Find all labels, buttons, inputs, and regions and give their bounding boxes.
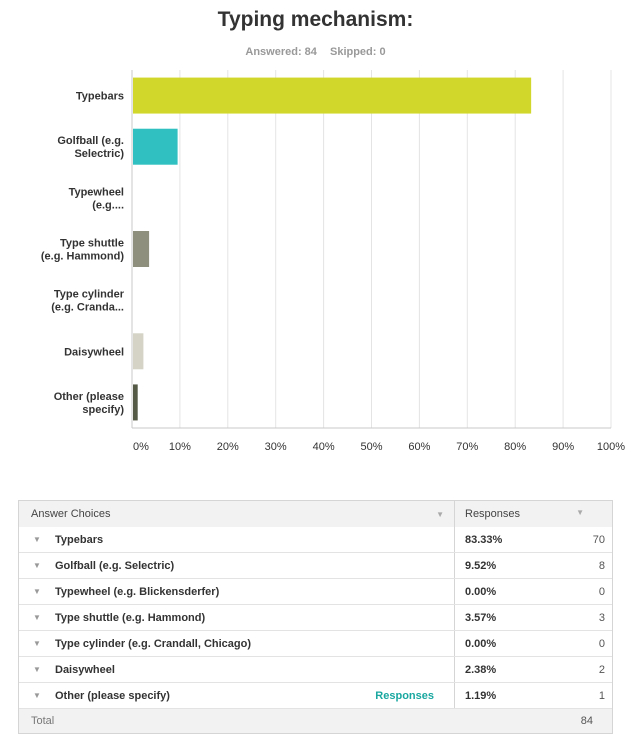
answer-choice-label: Type shuttle (e.g. Hammond) xyxy=(55,611,206,624)
category-label: Type shuttle (e.g. Hammond) xyxy=(40,237,124,263)
answer-choice-label: Other (please specify) xyxy=(55,689,170,702)
tick-label: 20% xyxy=(216,441,239,453)
category-label: Typebars xyxy=(75,90,124,103)
answer-choice-label: Typewheel (e.g. Blickensderfer) xyxy=(55,585,220,598)
bar-chart xyxy=(0,70,631,465)
bar[interactable] xyxy=(133,78,531,114)
response-count: 3 xyxy=(598,611,605,624)
response-stats xyxy=(0,46,631,58)
tick-label: 0% xyxy=(133,441,149,453)
tick-label: 90% xyxy=(552,441,575,453)
category-label: Golfball (e.g. Selectric) xyxy=(57,135,124,161)
total-value: 84 xyxy=(580,715,593,727)
response-percent: 2.38% xyxy=(465,663,497,676)
expand-row-icon[interactable]: ▼ xyxy=(33,587,41,596)
answer-choices-header[interactable]: Answer Choices ▼ xyxy=(19,501,455,527)
answer-choice-label: Daisywheel xyxy=(55,663,115,676)
expand-row-icon[interactable]: ▼ xyxy=(33,691,41,700)
tick-label: 40% xyxy=(312,441,335,453)
answer-choice-label: Typebars xyxy=(55,533,104,546)
table-header xyxy=(19,501,612,527)
table-row xyxy=(19,578,612,604)
sort-down-icon[interactable]: ▼ xyxy=(436,509,444,519)
table-row xyxy=(19,604,612,630)
tick-label: 70% xyxy=(456,441,479,453)
tick-label: 100% xyxy=(596,441,626,453)
response-count: 1 xyxy=(598,689,605,702)
sort-down-icon[interactable]: ▼ xyxy=(576,508,584,517)
category-label: Typewheel (e.g.... xyxy=(68,186,124,212)
response-percent: 0.00% xyxy=(465,637,497,650)
category-label: Type cylinder (e.g. Cranda... xyxy=(51,288,124,314)
bar[interactable] xyxy=(133,129,178,165)
expand-row-icon[interactable]: ▼ xyxy=(33,613,41,622)
answer-choice-label: Golfball (e.g. Selectric) xyxy=(55,559,175,572)
tick-label: 50% xyxy=(360,441,383,453)
total-label: Total xyxy=(31,715,55,727)
tick-label: 60% xyxy=(408,441,431,453)
bar[interactable] xyxy=(133,384,138,420)
response-percent: 9.52% xyxy=(465,559,497,572)
expand-row-icon[interactable]: ▼ xyxy=(33,639,41,648)
response-percent: 0.00% xyxy=(465,585,497,598)
answered-count: Answered: 84 xyxy=(245,46,317,58)
category-label: Other (please specify) xyxy=(53,390,124,416)
expand-row-icon[interactable]: ▼ xyxy=(33,665,41,674)
response-percent: 3.57% xyxy=(465,611,497,624)
bar[interactable] xyxy=(133,231,149,267)
answer-choice-label: Type cylinder (e.g. Crandall, Chicago) xyxy=(55,637,252,650)
response-percent: 83.33% xyxy=(465,533,503,546)
tick-label: 30% xyxy=(264,441,287,453)
table-row xyxy=(19,630,612,656)
responses-table xyxy=(18,500,613,734)
category-label: Daisywheel xyxy=(64,346,124,359)
total-row xyxy=(19,708,612,733)
bar[interactable] xyxy=(133,333,143,369)
expand-row-icon[interactable]: ▼ xyxy=(33,535,41,544)
response-count: 0 xyxy=(598,585,605,598)
tick-label: 10% xyxy=(168,441,191,453)
response-count: 8 xyxy=(598,559,605,572)
table-row xyxy=(19,527,612,552)
skipped-count: Skipped: 0 xyxy=(329,46,386,58)
response-percent: 1.19% xyxy=(465,689,497,702)
response-count: 0 xyxy=(598,637,605,650)
table-row xyxy=(19,656,612,682)
page-title: Typing mechanism: xyxy=(217,8,414,31)
response-count: 70 xyxy=(592,533,605,546)
response-count: 2 xyxy=(598,663,605,676)
table-row xyxy=(19,552,612,578)
expand-row-icon[interactable]: ▼ xyxy=(33,561,41,570)
responses-header[interactable]: Responses ▼ xyxy=(465,508,584,520)
tick-label: 80% xyxy=(504,441,527,453)
table-row xyxy=(19,682,612,708)
responses-link[interactable]: Responses xyxy=(375,689,434,702)
